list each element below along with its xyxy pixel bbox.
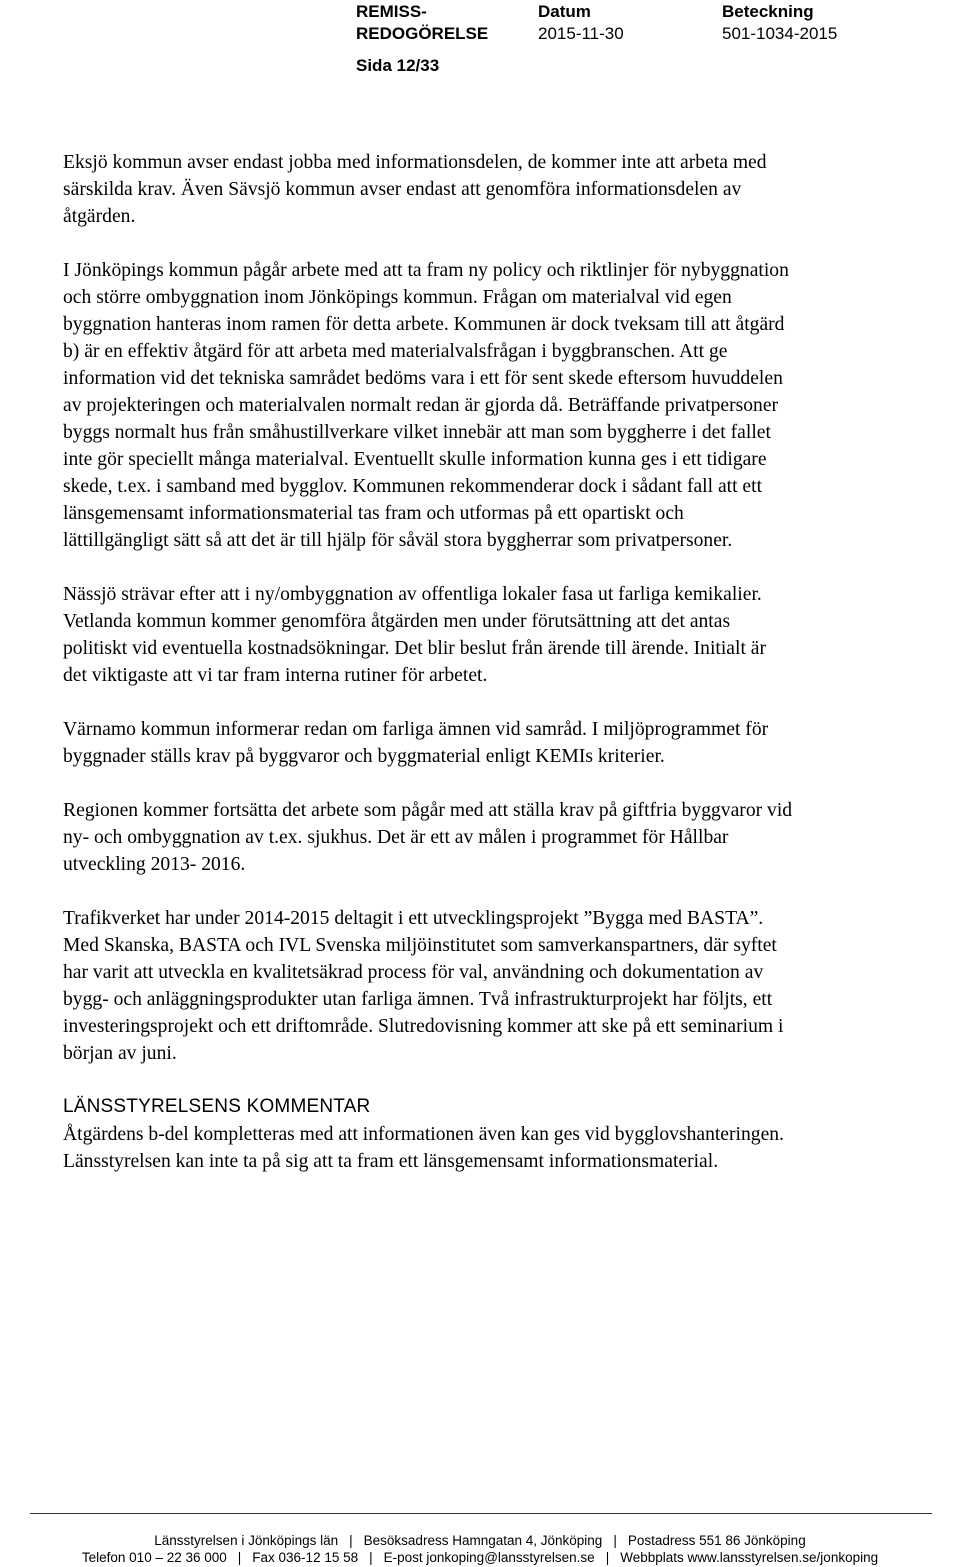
- paragraph-varnamo: Värnamo kommun informerar redan om farliga ämnen vid samråd. I miljöprogrammet för byggnader ställs krav på byggvaror och byggmaterial enligt KEMIs kriterier.: [63, 719, 769, 767]
- paragraph-jonkoping: I Jönköpings kommun pågår arbete med att ta fram ny policy och riktlinjer för nybyggnation och större ombyggnation inom Jönköpings kommun. Frågan om materialval vid egen byggnation hanteras inom ramen för detta arbete. Kommunen är dock tveksam till att åtgärd b) är en effektiv åtgärd för att arbeta med materialvalsfrågan i byggbranschen. Att ge information vid det tekniska samrådet bedöms vara i ett för sent skede eftersom huvuddelen av projekteringen och materialvalen normalt redan är gjorda då. Beträffande privatpersoner byggs normalt hus från småhustillverkare vilket innebär att man som byggherre i det fallet inte gör speciellt många materialval. Eventuellt skulle information kunna ges i ett tidigare skede, t.ex. i samband med bygglov. Kommunen rekommenderar dock i sådant fall att ett länsgemensamt informationsmaterial tas fram och utformas på ett opartiskt och lättillgängligt sätt så att det är till hjälp för såväl stora byggherrar som privatpersoner.: [63, 260, 789, 551]
- date-block: [538, 1, 624, 45]
- document-type-line1: REMISS-: [356, 2, 427, 21]
- comment-heading: LÄNSSTYRELSENS KOMMENTAR: [63, 1096, 371, 1117]
- paragraph-regionen: Regionen kommer fortsätta det arbete som pågår med att ställa krav på giftfria byggvaror vid ny- och ombyggnation av t.ex. sjukhus. Det är ett av målen i programmet för Hållbar utveckling 2013- 2016.: [63, 800, 793, 875]
- page-number: Sida 12/33: [356, 56, 440, 75]
- reference-label: Beteckning: [722, 2, 814, 21]
- footer-phone: Telefon 010 – 22 36 000: [81, 1550, 227, 1565]
- comment-text: Åtgärdens b-del kompletteras med att informationen även kan ges vid bygglovshanteringen. Länsstyrelsen kan inte ta på sig att ta fram ett länsgemensamt informationsmaterial.: [63, 1124, 784, 1172]
- footer-org: Länsstyrelsen i Jönköpings län: [154, 1533, 339, 1548]
- footer-separator: |: [613, 1533, 617, 1548]
- document-type: [356, 1, 488, 45]
- footer-email: E-post jonkoping@lansstyrelsen.se: [383, 1550, 595, 1565]
- footer-separator: |: [369, 1550, 373, 1565]
- footer-separator: |: [237, 1550, 242, 1565]
- document-body: [63, 149, 793, 1202]
- footer-separator: |: [349, 1533, 353, 1548]
- footer-line-1: [0, 1532, 960, 1549]
- date-label: Datum: [538, 2, 591, 21]
- footer-postal-address: Postadress 551 86 Jönköping: [627, 1533, 806, 1548]
- paragraph-eksjo: Eksjö kommun avser endast jobba med informationsdelen, de kommer inte att arbeta med särskilda krav. Även Sävsjö kommun avser endast att genomföra informationsdelen av åtgärden.: [63, 152, 767, 227]
- date-value: 2015-11-30: [538, 24, 624, 43]
- footer-line-2: [0, 1549, 960, 1566]
- footer-visit-address: Besöksadress Hamngatan 4, Jönköping: [363, 1533, 603, 1548]
- footer-website: Webbplats www.lansstyrelsen.se/jonkoping: [620, 1550, 879, 1565]
- paragraph-trafikverket: Trafikverket har under 2014-2015 deltagit i ett utvecklingsprojekt ”Bygga med BASTA”. Med Skanska, BASTA och IVL Svenska miljöinstitutet som samverkanspartners, där syftet har varit att utveckla en kvalitetsäkrad process för val, användning och dokumentation av bygg- och anläggningsprodukter utan farliga ämnen. Två infrastrukturprojekt har följts, ett investeringsprojekt och ett driftområde. Slutredovisning kommer att ske på ett seminarium i början av juni.: [63, 908, 784, 1064]
- footer-fax: Fax 036-12 15 58: [252, 1550, 359, 1565]
- paragraph-nassjo: Nässjö strävar efter att i ny/ombyggnation av offentliga lokaler fasa ut farliga kemikalier. Vetlanda kommun kommer genomföra åtgärden men under förutsättning att det antas politiskt vid eventuella kostnadsökningar. Det blir beslut från ärende till ärende. Initialt är det viktigaste att vi tar fram interna rutiner för arbetet.: [63, 584, 767, 686]
- document-type-line2: REDOGÖRELSE: [356, 24, 489, 43]
- reference-block: [722, 1, 837, 45]
- footer-divider: [30, 1513, 932, 1514]
- reference-value: 501-1034-2015: [722, 24, 838, 43]
- footer-separator: |: [605, 1550, 610, 1565]
